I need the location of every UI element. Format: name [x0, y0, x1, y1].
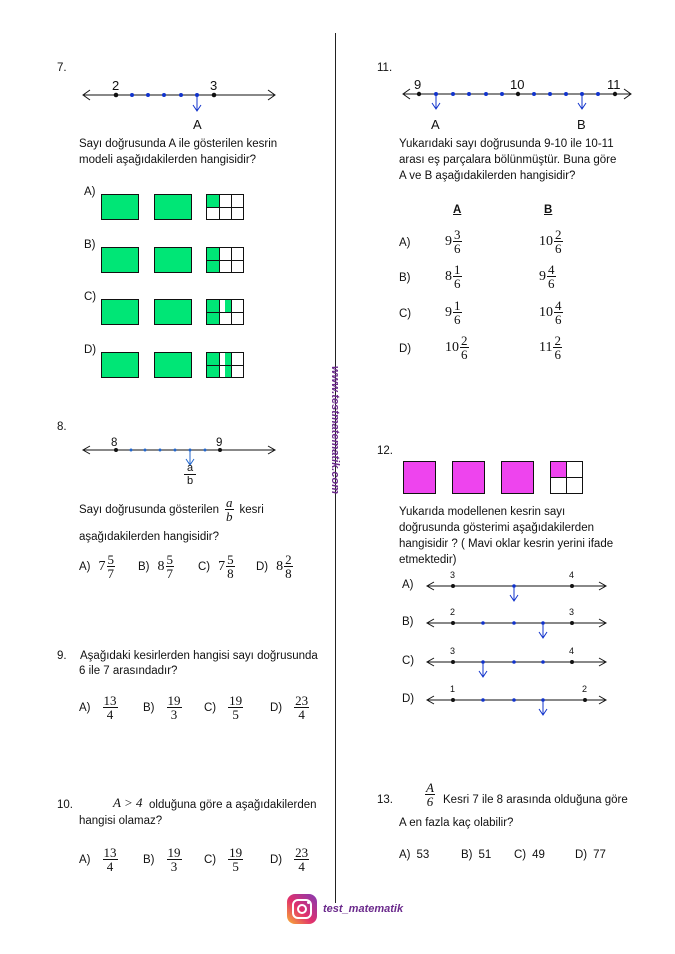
q7-nl-label-2: 2 [112, 78, 120, 93]
q12-option-letter: B) [402, 616, 414, 628]
q11-option-a-whole: 9 [445, 233, 452, 249]
q11-option-b-numerator: 2 [555, 227, 562, 242]
q12-integer-tick [570, 584, 574, 588]
q13-text-1: Kesri 7 ile 8 arasında olduğuna göre [443, 794, 628, 806]
q12-division-dot [512, 621, 516, 625]
q11-option-b-numerator: 2 [554, 333, 561, 348]
q10-number: 10. [57, 799, 73, 811]
q11-option-a-fraction [453, 228, 462, 255]
q11-arrow-a: A [431, 117, 440, 132]
q9-number: 9. [57, 650, 67, 662]
q12-division-dot [512, 698, 516, 702]
q8-text-1b: kesri [239, 503, 264, 516]
q10-option-letter: C) [204, 853, 217, 866]
q10-option-denominator: 5 [232, 859, 239, 874]
q13-option-value: 53 [416, 849, 430, 861]
q11-option-b-denominator: 6 [555, 241, 562, 256]
q7-grid-line [207, 260, 243, 261]
q12-integer-tick [451, 621, 455, 625]
q9-option-letter: A) [79, 701, 91, 714]
q11-text-3: A ve B aşağıdakilerden hangisidir? [399, 170, 576, 182]
q11-option-a-denominator: 6 [454, 276, 461, 291]
q11-option-b-whole: 10 [539, 233, 553, 249]
q10-option-denominator: 4 [106, 859, 114, 874]
q12-option-number-line [425, 654, 610, 684]
q7-text-1: Sayı doğrusunda A ile gösterilen kesrin [79, 138, 278, 150]
q9-option-letter: D) [270, 701, 283, 714]
q10-expression: A > 4 [113, 795, 143, 810]
q11-option-b-mixed-number [539, 228, 563, 255]
q11-option-a-numerator: 3 [454, 227, 461, 242]
q7-nl-label-3: 3 [210, 78, 218, 93]
q7-option-whole-box [154, 247, 192, 273]
q12-text-2: doğrusunda gösterimi aşağıdakilerden [399, 522, 594, 534]
q11-option-a-mixed-number [445, 299, 462, 326]
q8-option-whole: 7 [98, 558, 106, 574]
q7-grid-line [207, 365, 243, 366]
q10-option-numerator: 13 [103, 845, 117, 860]
q12-division-dot [481, 621, 485, 625]
q12-integer-tick [570, 660, 574, 664]
q12-text-4: etmektedir) [399, 554, 457, 566]
q11-option-letter: B) [399, 272, 411, 284]
q13-option-value: 51 [478, 849, 492, 861]
q13-number: 13. [377, 794, 393, 806]
q12-model-box-3 [501, 461, 534, 494]
q12-option-number-line [425, 692, 610, 722]
q7-option-partial-box [206, 299, 244, 325]
q7-option-whole-box [101, 247, 139, 273]
q12-integer-tick [583, 698, 587, 702]
q11-option-a-mixed-number [445, 334, 469, 361]
q10-option-numerator: 19 [167, 845, 181, 860]
q9-option-fraction [103, 694, 118, 721]
q7-option-letter: A) [84, 186, 96, 198]
q8-option-denominator: 8 [227, 566, 234, 581]
instagram-icon [287, 894, 317, 924]
q8-arrow-num: a [184, 462, 196, 475]
q11-nl-label-11: 11 [607, 77, 621, 92]
q7-number-line [80, 76, 280, 116]
q7-option-whole-box [154, 194, 192, 220]
q8-option-whole: 8 [276, 558, 284, 574]
q8-option-numerator: 2 [285, 552, 292, 567]
q13-option-letter: C) [514, 849, 527, 861]
q9-option-numerator: 19 [167, 693, 181, 708]
q11-option-a-whole: 9 [445, 304, 452, 320]
q10-option-fraction [294, 846, 309, 873]
q9-option [143, 694, 182, 721]
q7-option-whole-box [154, 299, 192, 325]
q7-option-letter: C) [84, 291, 97, 303]
q11-option-b-numerator: 4 [555, 298, 562, 313]
q11-text-2: arası eş parçalara bölünmüştür. Buna göre [399, 154, 617, 166]
q11-option-a-denominator: 6 [454, 312, 461, 327]
q8-text-1a: Sayı doğrusunda gösterilen [79, 503, 220, 516]
q12-option-right-label: 4 [569, 570, 575, 580]
footer-handle: test_matematik [323, 903, 404, 915]
q7-option-partial-box [206, 247, 244, 273]
q12-division-dot [541, 660, 545, 664]
q11-nl-label-10: 10 [510, 77, 525, 92]
q11-option-b [539, 263, 556, 290]
q8-option-whole: 8 [157, 558, 165, 574]
q8-text-1 [79, 496, 264, 523]
q11-option-b-denominator: 6 [555, 312, 562, 327]
q11-option-b-mixed-number [539, 263, 556, 290]
q8-option-fraction [166, 553, 175, 580]
q9-option-numerator: 19 [229, 693, 243, 708]
q10-option-denominator: 4 [298, 859, 305, 874]
q10-option-denominator: 3 [170, 859, 178, 874]
q8-option-denominator: 7 [166, 566, 173, 581]
q10-option-letter: D) [270, 853, 283, 866]
q8-option-letter: A) [79, 560, 91, 573]
q12-integer-tick [451, 584, 455, 588]
q11-option-b [539, 299, 563, 326]
q12-option-left-label: 1 [450, 684, 456, 694]
q7-option-whole-box [101, 299, 139, 325]
q8-option [256, 553, 293, 580]
q8-arrow-den: b [186, 475, 194, 487]
q10-option-letter: A) [79, 853, 91, 866]
q11-option-a [445, 334, 469, 361]
q7-option-whole-box [101, 194, 139, 220]
q7-grid-line [207, 312, 243, 313]
q8-nl-label-9: 9 [216, 437, 223, 449]
q8-option-letter: C) [198, 560, 211, 573]
q12-option-letter: A) [402, 579, 414, 591]
q13-option-letter: D) [575, 849, 588, 861]
q8-frac-n: a [226, 495, 233, 510]
q8-arrow-fraction [184, 462, 196, 487]
q10-option-numerator: 23 [295, 845, 309, 860]
q10-option [270, 846, 309, 873]
q11-option-a [445, 263, 462, 290]
q10-option [143, 846, 182, 873]
q11-col-b: B [544, 204, 553, 216]
q13-option-value: 77 [593, 849, 606, 861]
q8-option-letter: D) [256, 560, 269, 573]
q8-option-numerator: 5 [227, 552, 234, 567]
q9-option-letter: C) [204, 701, 217, 714]
q11-option-b [539, 228, 563, 255]
watermark-text: www.testmatematik.com [329, 366, 341, 494]
q10-option [204, 846, 243, 873]
q11-option-b-fraction [554, 228, 563, 255]
q8-option-mixed-number [276, 553, 293, 580]
q11-option-b-whole: 9 [539, 268, 546, 284]
q12-option-right-label: 3 [569, 607, 575, 617]
q7-arrow-label: A [193, 117, 202, 132]
q13-option [461, 849, 491, 861]
q8-option-fraction [226, 553, 235, 580]
q8-option [138, 553, 174, 580]
q13-frac-n: A [426, 780, 434, 795]
q9-option [270, 694, 309, 721]
q10-option-fraction [103, 846, 118, 873]
q11-option-a-numerator: 2 [461, 333, 468, 348]
q9-option-numerator: 23 [295, 693, 309, 708]
q7-grid-line [207, 207, 243, 208]
q11-option-a-denominator: 6 [454, 241, 461, 256]
q12-option-left-label: 3 [450, 646, 456, 656]
q12-option-left-label: 3 [450, 570, 456, 580]
q12-number: 12. [377, 445, 393, 457]
q8-option [79, 553, 115, 580]
q8-option-numerator: 5 [166, 552, 173, 567]
q11-option-a-denominator: 6 [461, 347, 468, 362]
q11-option-letter: D) [399, 343, 412, 355]
q8-option-denominator: 8 [285, 566, 292, 581]
q12-option-number-line [425, 615, 610, 645]
q7-option-letter: D) [84, 344, 97, 356]
q8-option-whole: 7 [218, 558, 226, 574]
q11-option-b-mixed-number [539, 299, 563, 326]
q12-integer-tick [451, 660, 455, 664]
q11-option-a-whole: 10 [445, 339, 459, 355]
q8-number: 8. [57, 421, 67, 433]
q12-model-box-1 [403, 461, 436, 494]
q9-text-2: 6 ile 7 arasındadır? [79, 665, 178, 677]
q7-option-partial-box [206, 194, 244, 220]
q8-option-numerator: 5 [107, 552, 114, 567]
q11-text-1: Yukarıdaki sayı doğrusunda 9-10 ile 10-11 [399, 138, 614, 150]
q9-option [79, 694, 118, 721]
q9-option-denominator: 4 [298, 707, 305, 722]
q11-option-a-fraction [460, 334, 469, 361]
q13-frac-d: 6 [426, 794, 434, 809]
q11-option-a-whole: 8 [445, 268, 452, 284]
q11-option-letter: C) [399, 308, 412, 320]
q9-option-fraction [228, 694, 243, 721]
q11-option-b-fraction [547, 263, 556, 290]
q11-nl-label-9: 9 [414, 77, 422, 92]
q13-option-letter: B) [461, 849, 473, 861]
q9-option-fraction [294, 694, 309, 721]
q9-option-denominator: 3 [170, 707, 178, 722]
q9-option-numerator: 13 [103, 693, 117, 708]
q8-option-mixed-number [158, 553, 175, 580]
q11-option-a-mixed-number [445, 263, 462, 290]
q13-option-value: 49 [532, 849, 545, 861]
q11-option-a-numerator: 1 [454, 298, 461, 313]
q12-model-box-4 [550, 461, 583, 494]
q7-option-partial-box [206, 352, 244, 378]
q11-option-a-numerator: 1 [454, 262, 461, 277]
q12-option-number-line [425, 578, 610, 608]
q7-option-letter: B) [84, 239, 96, 251]
q11-option-b-fraction [554, 299, 563, 326]
q9-option-letter: B) [143, 701, 155, 714]
q10-option-numerator: 19 [229, 845, 243, 860]
q12-text-3: hangisidir ? ( Mavi oklar kesrin yerini ifade [399, 538, 614, 550]
q8-option-fraction [284, 553, 293, 580]
q11-col-a: A [453, 204, 462, 216]
q11-option-b-numerator: 4 [548, 262, 555, 277]
q8-option-mixed-number [99, 553, 116, 580]
q11-number: 11. [377, 62, 393, 74]
q8-option-letter: B) [138, 560, 150, 573]
watermark [325, 360, 345, 500]
q10-option-fraction [167, 846, 182, 873]
q11-option-a [445, 299, 462, 326]
q11-arrow-b: B [577, 117, 586, 132]
q8-text-2: aşağıdakilerden hangisidir? [79, 531, 220, 543]
q11-option-b-whole: 11 [539, 339, 553, 355]
q8-option [198, 553, 235, 580]
q11-option-b-denominator: 6 [554, 347, 561, 362]
q7-text-2: modeli aşağıdakilerden hangisidir? [79, 154, 257, 166]
q11-option-b-whole: 10 [539, 304, 553, 320]
q10-option-fraction [228, 846, 243, 873]
q11-option-a-fraction [453, 263, 462, 290]
q8-option-fraction [107, 553, 116, 580]
q8-number-line [80, 440, 280, 468]
q9-option-fraction [167, 694, 182, 721]
q13-fraction [425, 781, 435, 808]
q10-text-2: hangisi olamaz? [79, 815, 163, 827]
q10-option [79, 846, 118, 873]
q13-text-2: A en fazla kaç olabilir? [399, 817, 514, 829]
q9-option [204, 694, 243, 721]
q12-text-1: Yukarıda modellenen kesrin sayı [399, 506, 566, 518]
q13-option [399, 849, 429, 861]
q8-option-denominator: 7 [107, 566, 114, 581]
q11-option-a-fraction [453, 299, 462, 326]
q7-option-whole-box [154, 352, 192, 378]
q11-option-b-denominator: 6 [548, 276, 555, 291]
q9-option-denominator: 5 [232, 707, 239, 722]
q8-option-mixed-number [218, 553, 235, 580]
q12-option-letter: C) [402, 655, 415, 667]
q11-option-b [539, 334, 562, 361]
q12-division-dot [512, 660, 516, 664]
q13-option-letter: A) [399, 849, 411, 861]
q7-option-whole-box [101, 352, 139, 378]
q12-integer-tick [451, 698, 455, 702]
q11-option-b-mixed-number [539, 334, 562, 361]
q12-model-box-2 [452, 461, 485, 494]
q12-option-letter: D) [402, 693, 415, 705]
q12-division-dot [481, 698, 485, 702]
q9-option-denominator: 4 [106, 707, 114, 722]
q12-option-left-label: 2 [450, 607, 456, 617]
q10-text-1: olduğuna göre a aşağıdakilerden [149, 799, 317, 811]
q12-option-right-label: 4 [569, 646, 575, 656]
q12-option-right-label: 2 [582, 684, 588, 694]
q12-integer-tick [570, 621, 574, 625]
q10-option-letter: B) [143, 853, 155, 866]
q13-option [514, 849, 545, 861]
q8-nl-label-8: 8 [111, 437, 118, 449]
q8-frac-d: b [226, 509, 233, 524]
q11-option-a [445, 228, 462, 255]
q11-option-b-fraction [553, 334, 562, 361]
q11-option-letter: A) [399, 237, 411, 249]
q7-number: 7. [57, 62, 67, 74]
q8-inline-fraction [225, 496, 234, 523]
q11-option-a-mixed-number [445, 228, 462, 255]
q9-text-1: Aşağıdaki kesirlerden hangisi sayı doğrusunda [80, 650, 318, 662]
q13-option [575, 849, 606, 861]
